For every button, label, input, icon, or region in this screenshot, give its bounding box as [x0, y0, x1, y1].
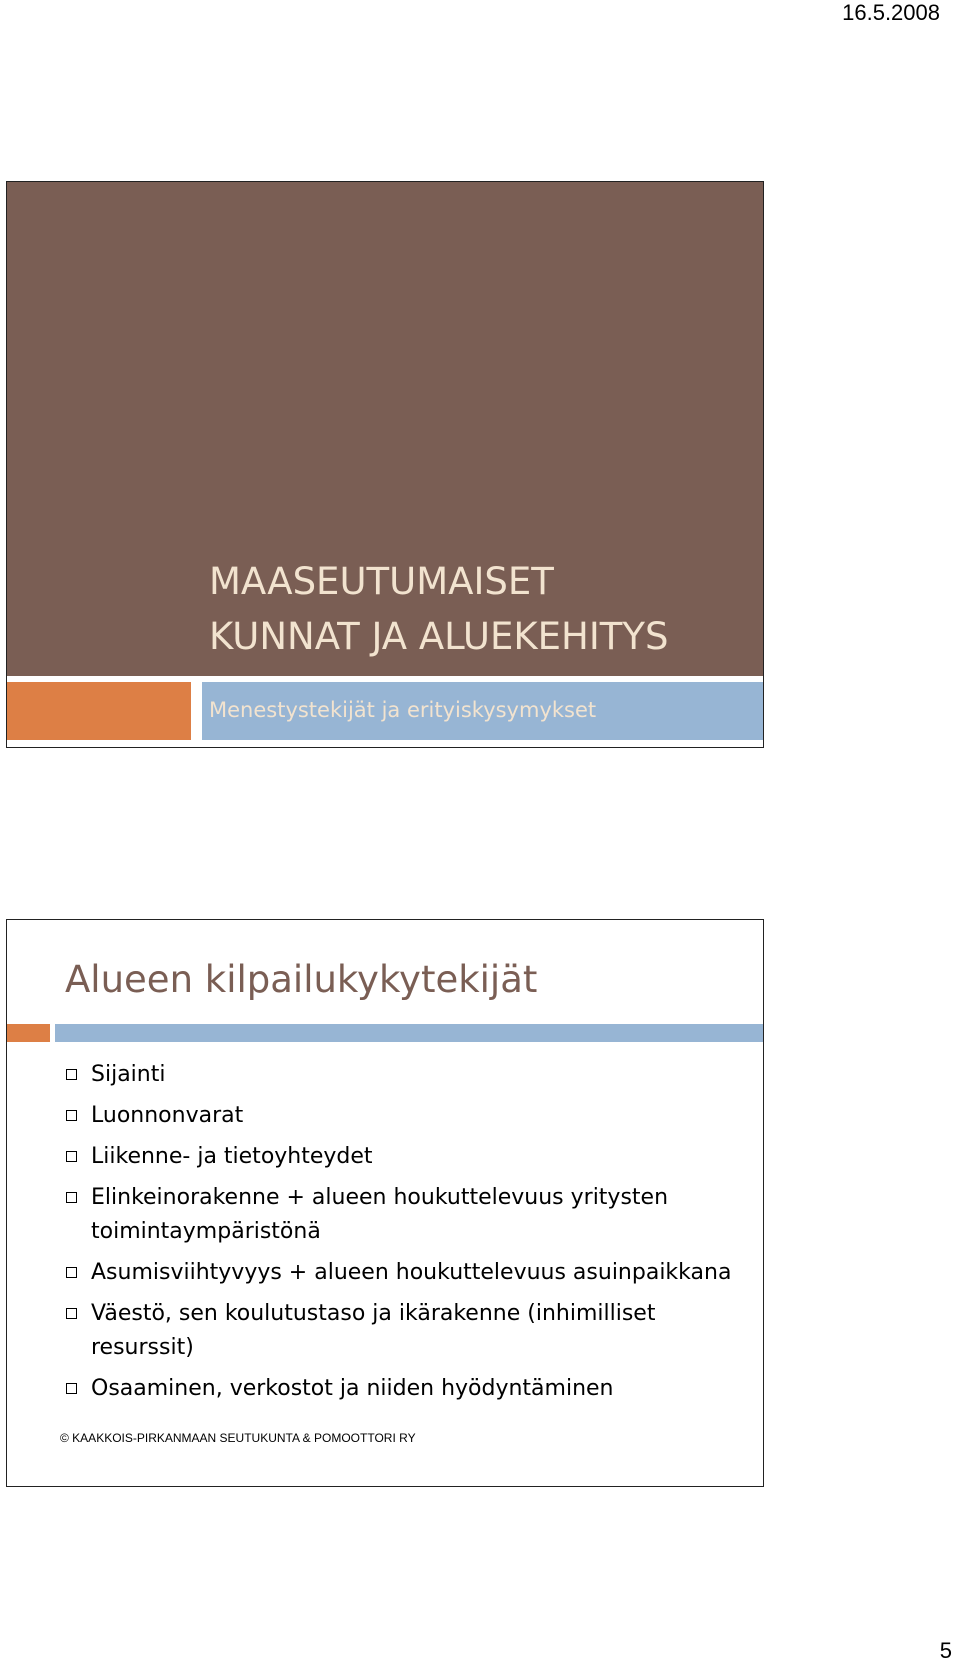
square-bullet-icon — [66, 1267, 77, 1278]
page-number: 5 — [939, 1638, 952, 1663]
list-item — [63, 1058, 743, 1092]
square-bullet-icon — [66, 1151, 77, 1162]
slide-footer: © KAAKKOIS-PIRKANMAAN SEUTUKUNTA & POMOOTTORI RY — [60, 1431, 416, 1445]
slide-heading: Alueen kilpailukykytekijät — [65, 958, 538, 1001]
slide-subtitle: Menestystekijät ja erityiskysymykset — [209, 698, 597, 722]
list-item-text: Väestö, sen koulutustaso ja ikärakenne (inhimilliset resurssit) — [91, 1301, 656, 1360]
list-item-text: Luonnonvarat — [91, 1103, 244, 1128]
orange-accent-bar — [7, 1024, 50, 1042]
list-item — [63, 1297, 743, 1365]
list-item-text: Osaaminen, verkostot ja niiden hyödyntäminen — [91, 1376, 614, 1401]
page-date: 16.5.2008 — [842, 0, 940, 25]
list-item — [63, 1256, 743, 1290]
square-bullet-icon — [66, 1069, 77, 1080]
list-item-text: Liikenne- ja tietoyhteydet — [91, 1144, 373, 1169]
bullet-list — [63, 1058, 743, 1413]
title-block — [7, 182, 763, 676]
list-item — [63, 1099, 743, 1133]
list-item — [63, 1181, 743, 1249]
list-item-text: Asumisviihtyvyys + alueen houkuttelevuus asuinpaikkana — [91, 1260, 732, 1285]
list-item-text: Elinkeinorakenne + alueen houkuttelevuus yritysten toimintaympäristönä — [91, 1185, 669, 1244]
square-bullet-icon — [66, 1110, 77, 1121]
list-item — [63, 1372, 743, 1406]
square-bullet-icon — [66, 1383, 77, 1394]
list-item-text: Sijainti — [91, 1062, 166, 1087]
content-slide — [6, 919, 764, 1487]
list-item — [63, 1140, 743, 1174]
orange-accent-bar — [7, 682, 191, 740]
square-bullet-icon — [66, 1308, 77, 1319]
square-bullet-icon — [66, 1192, 77, 1203]
blue-accent-bar — [55, 1024, 763, 1042]
slide-title-line-1: MAASEUTUMAISET — [209, 560, 554, 603]
slide-title-line-2: KUNNAT JA ALUEKEHITYS — [209, 615, 669, 658]
title-slide — [6, 181, 764, 748]
